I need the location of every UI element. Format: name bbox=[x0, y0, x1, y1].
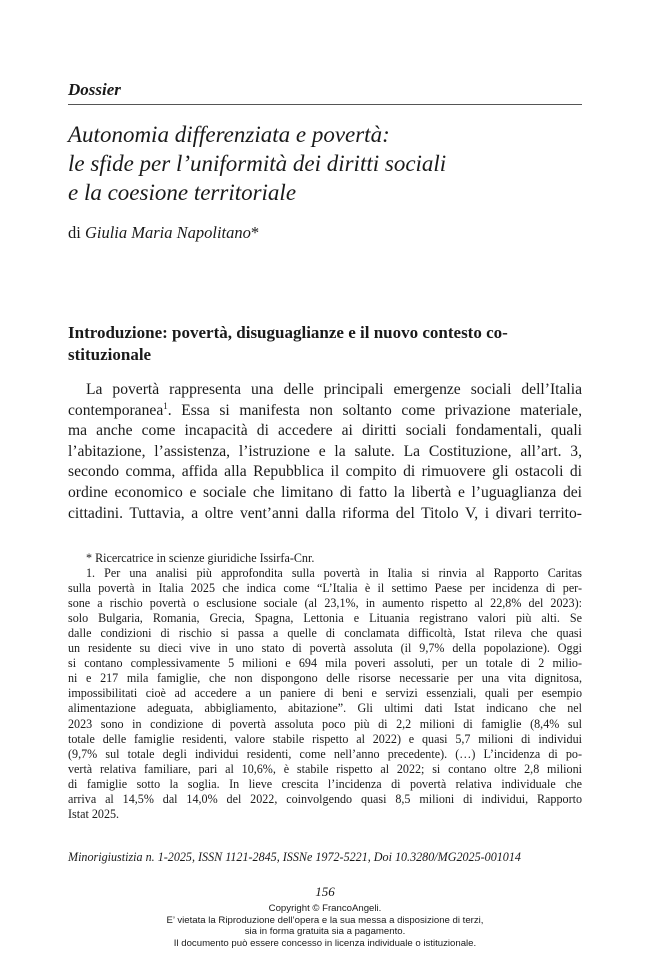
header-rule bbox=[68, 104, 582, 105]
title-line: e la coesione territoriale bbox=[68, 180, 297, 205]
byline bbox=[68, 223, 259, 243]
section-heading bbox=[68, 322, 582, 366]
paragraph-line-rest: . Essa si manifesta non soltanto come privazione materiale, bbox=[167, 401, 582, 419]
footnote-line: alimentazione adeguata, abbigliamento, abitazione”. Gli ultimi dati Istat indicano che nel bbox=[68, 701, 582, 716]
byline-prefix: di bbox=[68, 223, 81, 242]
footnote-line: sone a rischio povertà o esclusione sociale (al 23,1%, in aumento rispetto al 22,8% del 2023): bbox=[68, 596, 582, 611]
paragraph-line: ma anche come incapacità di accedere ai diritti sociali fondamentali, quali bbox=[68, 422, 582, 440]
footnote-line: di famiglie sotto la soglia. In lieve crescita l’incidenza di povertà relativa individuale che bbox=[68, 776, 582, 791]
paragraph-line-start: contemporanea bbox=[68, 401, 164, 419]
footnote-line: Istat 2025. bbox=[68, 806, 120, 821]
footnote-ref[interactable]: 1 bbox=[163, 400, 168, 411]
paragraph-line: cittadini. Tuttavia, a oltre vent’anni dalla riforma del Titolo V, i divari territo- bbox=[68, 504, 582, 522]
footnote-line: vertà relativa familiare, pari al 10,6%, è stabile rispetto al 2022; si contano oltre 2,8 milioni bbox=[68, 761, 582, 776]
author-name: Giulia Maria Napolitano bbox=[84, 223, 251, 242]
footnote-line: arriva al 14,5% dal 14,0% del 2022, coinvolgendo quasi 8,5 milioni di individui, Rapporto bbox=[68, 791, 582, 806]
page-number: 156 bbox=[315, 884, 335, 899]
title-line: le sfide per l’uniformità dei diritti sociali bbox=[68, 151, 447, 176]
article-title bbox=[68, 120, 582, 207]
footnote-line: un residente su dieci vive in uno stato di povertà assoluta (il 9,7% della popolazione). Oggi bbox=[68, 641, 582, 656]
footnote-line: solo Bulgaria, Romania, Grecia, Spagna, Lettonia e Lituania registrano valori più alti. Se bbox=[68, 611, 582, 626]
section-label: Dossier bbox=[68, 80, 121, 99]
paragraph-line: ordine economico e sociale che limitano di fatto la libertà e l’uguaglianza dei bbox=[68, 483, 582, 501]
body-paragraph bbox=[68, 380, 582, 524]
footnote-line: 1. Per una analisi più approfondita sulla povertà in Italia si rinvia al Rapporto Caritas bbox=[86, 566, 582, 581]
footnote-line: sulla povertà in Italia 2025 che indica come “L’Italia è il settimo Paese per incidenza di per- bbox=[68, 581, 582, 596]
title-line: Autonomia differenziata e povertà: bbox=[68, 122, 390, 147]
copyright-line: E’ vietata la Riproduzione dell’opera e la sua messa a disposizione di terzi, bbox=[166, 914, 484, 926]
author-footnote: * Ricercatrice in scienze giuridiche Issirfa-Cnr. bbox=[86, 551, 315, 565]
footnote-line: impossibilitati cioè ad accedere a un paniere di beni e servizi essenziali, quali per esempio bbox=[68, 686, 582, 701]
copyright-line: Copyright © FrancoAngeli. bbox=[268, 903, 382, 914]
paragraph-line: secondo comma, affida alla Repubblica il compito di rimuovere gli ostacoli di bbox=[68, 463, 582, 481]
paragraph-line: La povertà rappresenta una delle principali emergenze sociali dell’Italia bbox=[86, 381, 582, 398]
copyright-line: sia in forma gratuita sia a pagamento. bbox=[244, 926, 406, 938]
author-note-mark: * bbox=[250, 223, 260, 242]
footnote-line: 2023 sono in condizione di povertà assoluta poco più di 2,2 milioni di famiglie (8,4% sul bbox=[68, 716, 582, 731]
footnote-line: si contano complessivamente 5 milioni e 694 mila poveri assoluti, per un totale di 2 milio- bbox=[68, 656, 582, 671]
paragraph-line bbox=[68, 401, 582, 422]
heading-line: Introduzione: povertà, disuguaglianze e il nuovo contesto co- bbox=[68, 323, 508, 342]
footnote-line: (9,7% sul totale degli individui residenti, come nell’anno precedente). (…) L’incidenza di po- bbox=[68, 746, 582, 761]
paragraph-line: l’abitazione, l’assistenza, l’istruzione e la salute. La Costituzione, all’art. 3, bbox=[68, 442, 582, 460]
footnote-line: ni e 217 mila famiglie, che non dispongono delle risorse necessarie per una vita dignitosa, bbox=[68, 671, 582, 686]
footnotes bbox=[68, 551, 582, 822]
heading-line: stituzionale bbox=[68, 345, 152, 364]
copyright-notice bbox=[0, 903, 650, 949]
journal-citation: Minorigiustizia n. 1-2025, ISSN 1121-2845, ISSNe 1972-5221, Doi 10.3280/MG2025-001014 bbox=[68, 850, 521, 864]
footnote-line: dalle condizioni di rischio si passa a quelle di conclamata difficoltà, Istat rileva che quasi bbox=[68, 626, 582, 641]
footnote-line: totale delle famiglie residenti, valore stabile rispetto al 2022) e quasi 5,7 milioni di individui bbox=[68, 731, 582, 746]
copyright-line: Il documento può essere concesso in licenza individuale o istituzionale. bbox=[173, 937, 477, 949]
